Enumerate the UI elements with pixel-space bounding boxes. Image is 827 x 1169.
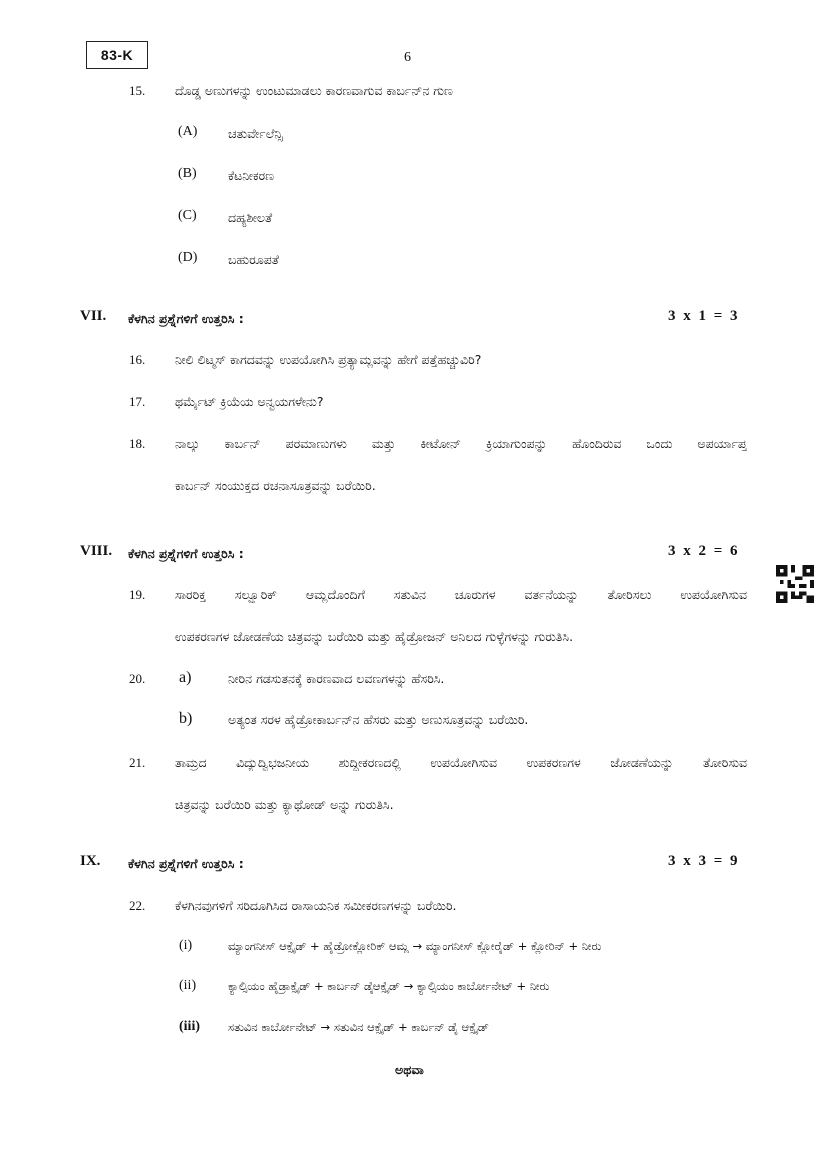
section-7-title: ಕೆಳಗಿನ ಪ್ರಶ್ನೆಗಳಿಗೆ ಉತ್ತರಿಸಿ :	[128, 311, 244, 326]
q15-option-d-label: (D)	[178, 250, 198, 265]
q20-number: 20.	[129, 671, 146, 686]
q15-option-d-text: ಬಹುರೂಪತೆ	[228, 252, 279, 267]
q19-text-line1: ಸಾರರಿಕ್ತ ಸಲ್ಫ್ಯೂರಿಕ್ ಆಮ್ಲದೊಂದಿಗೆ ಸತುವಿನ ಚೂರುಗಳ ವರ್ತನೆಯನ್ನು ತೋರಿಸಲು ಉಪಯೋಗಿಸುವ	[175, 587, 747, 602]
q22-item-ii-text: ಕ್ಯಾಲ್ಸಿಯಂ ಹೈಡ್ರಾಕ್ಸೈಡ್ + ಕಾರ್ಬನ್ ಡೈಆಕ್ಸೈಡ್ → ಕ್ಯಾಲ್ಸಿಯಂ ಕಾರ್ಬೋನೇಟ್ + ನೀರು	[228, 979, 550, 993]
q22-item-iii-label: (iii)	[179, 1019, 200, 1034]
q22-text: ಕೆಳಗಿನವುಗಳಿಗೆ ಸರಿದೂಗಿಸಿದ ರಾಸಾಯನಿಕ ಸಮೀಕರಣಗಳನ್ನು ಬರೆಯಿರಿ.	[175, 898, 457, 913]
q21-number: 21.	[129, 755, 146, 770]
q22-number: 22.	[129, 898, 146, 913]
q22-item-i-text: ಮ್ಯಾಂಗನೀಸ್ ಆಕ್ಸೈಡ್ + ಹೈಡ್ರೋಕ್ಲೋರಿಕ್ ಆಮ್ಲ → ಮ್ಯಾಂಗನೀಸ್ ಕ್ಲೋರೈಡ್ + ಕ್ಲೋರಿನ್ + ನೀರು	[228, 939, 602, 953]
q21-text-line2: ಚಿತ್ರವನ್ನು ಬರೆಯಿರಿ ಮತ್ತು ಕ್ಯಾಥೋಡ್ ಅನ್ನು ಗುರುತಿಸಿ.	[175, 797, 394, 812]
q20-a-label: a)	[179, 669, 192, 686]
q17-number: 17.	[129, 394, 146, 409]
section-9-marks: 3 x 3 = 9	[668, 853, 740, 869]
q15-option-b-text: ಕೆಟನೀಕರಣ	[228, 168, 274, 183]
q15-text: ದೊಡ್ಡ ಅಣುಗಳನ್ನು ಉಂಟುಮಾಡಲು ಕಾರಣವಾಗುವ ಕಾರ್ಬನ್‌ನ ಗುಣ	[175, 83, 453, 98]
q22-item-iii-text: ಸತುವಿನ ಕಾರ್ಬೋನೇಟ್ → ಸತುವಿನ ಆಕ್ಸೈಡ್ + ಕಾರ್ಬನ್ ಡೈ ಆಕ್ಸೈಡ್	[228, 1020, 489, 1034]
q19-text-line2: ಉಪಕರಣಗಳ ಜೋಡಣೆಯ ಚಿತ್ರವನ್ನು ಬರೆಯಿರಿ ಮತ್ತು ಹೈಡ್ರೋಜನ್ ಅನಿಲದ ಗುಳ್ಳೆಗಳನ್ನು ಗುರುತಿಸಿ.	[175, 629, 574, 644]
q15-option-b-label: (B)	[178, 166, 197, 181]
section-7-number: VII.	[80, 308, 107, 324]
q20-a-text: ನೀರಿನ ಗಡಸುತನಕ್ಕೆ ಕಾರಣವಾದ ಲವಣಗಳನ್ನು ಹೆಸರಿಸಿ.	[228, 671, 445, 686]
section-9-title: ಕೆಳಗಿನ ಪ್ರಶ್ನೆಗಳಿಗೆ ಉತ್ತರಿಸಿ :	[128, 856, 244, 871]
section-8-number: VIII.	[80, 543, 113, 559]
q16-number: 16.	[129, 352, 146, 367]
q17-text: ಥರ್ಮೈಟ್ ಕ್ರಿಯೆಯ ಅನ್ವಯಗಳೇನು?	[175, 394, 324, 409]
section-7-marks: 3 x 1 = 3	[668, 308, 740, 324]
q21-text-line1: ತಾಮ್ರದ ವಿದ್ಯುದ್ವಿಭಜನೀಯ ಶುದ್ಧೀಕರಣದಲ್ಲಿ ಉಪಯೋಗಿಸುವ ಉಪಕರಣಗಳ ಜೋಡಣೆಯನ್ನು ತೋರಿಸುವ	[175, 755, 747, 770]
q15-number: 15.	[129, 83, 146, 98]
q15-option-c-label: (C)	[178, 208, 197, 223]
section-8-title: ಕೆಳಗಿನ ಪ್ರಶ್ನೆಗಳಿಗೆ ಉತ್ತರಿಸಿ :	[128, 546, 244, 561]
q18-number: 18.	[129, 436, 146, 451]
section-8-marks: 3 x 2 = 6	[668, 543, 740, 559]
page-number: 6	[404, 50, 411, 65]
q15-option-c-text: ದಹ್ಯಶೀಲತೆ	[228, 210, 273, 225]
q20-b-label: b)	[179, 710, 193, 727]
q22-item-ii-label: (ii)	[179, 978, 197, 993]
paper-code-box: 83-K	[86, 41, 148, 69]
q15-option-a-text: ಚತುರ್ವೇಲೆನ್ಸಿ	[228, 126, 283, 141]
q15-option-a-label: (A)	[178, 124, 198, 139]
q20-b-text: ಅತ್ಯಂತ ಸರಳ ಹೈಡ್ರೋಕಾರ್ಬನ್‌ನ ಹೆಸರು ಮತ್ತು ಅಣುಸೂತ್ರವನ್ನು ಬರೆಯಿರಿ.	[228, 712, 529, 727]
q22-item-i-label: (i)	[179, 938, 193, 953]
qr-code	[776, 565, 814, 603]
q18-text-line2: ಕಾರ್ಬನ್ ಸಂಯುಕ್ತದ ರಚನಾಸೂತ್ರವನ್ನು ಬರೆಯಿರಿ.	[175, 478, 376, 493]
q18-text-line1: ನಾಲ್ಕು ಕಾರ್ಬನ್ ಪರಮಾಣುಗಳು ಮತ್ತು ಕೀಟೋನ್ ಕ್ರಿಯಾಗುಂಪನ್ನು ಹೊಂದಿರುವ ಒಂದು ಅಪರ್ಯಾಪ್ತ	[175, 436, 747, 451]
or-divider: ಅಥವಾ	[395, 1062, 424, 1077]
q16-text: ನೀಲಿ ಲಿಟ್ಮಸ್ ಕಾಗದವನ್ನು ಉಪಯೋಗಿಸಿ ಪ್ರತ್ಯಾಮ್ಲವನ್ನು ಹೇಗೆ ಪತ್ತೆಹಚ್ಚುವಿರಿ?	[175, 352, 482, 367]
q19-number: 19.	[129, 587, 146, 602]
section-9-number: IX.	[80, 853, 101, 869]
